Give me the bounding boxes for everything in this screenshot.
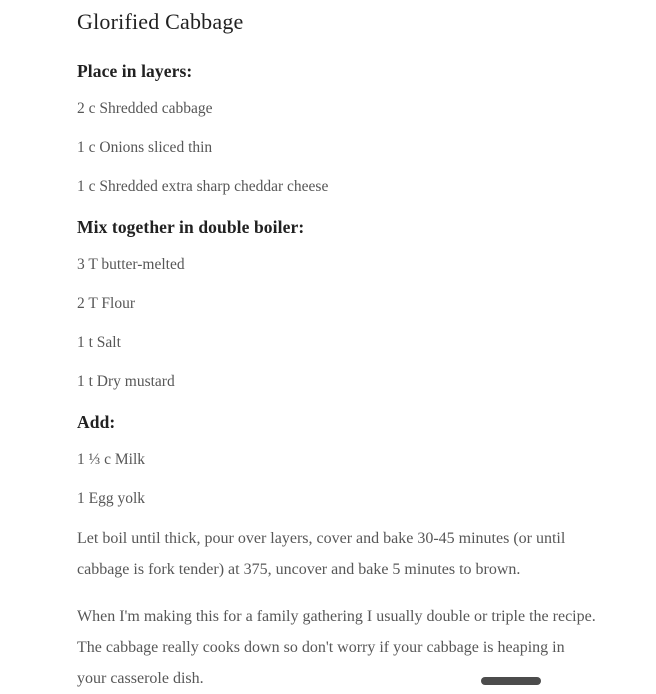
ingredient-flour: 2 T Flour — [77, 295, 135, 312]
instructions-paragraph: Let boil until thick, pour over layers, cover and bake 30-45 minutes (or until cabbage is fork tender) at 375, uncover and bake 5 minutes to brown. — [77, 530, 566, 578]
ingredient-salt: 1 t Salt — [77, 334, 121, 351]
ingredient-cheddar-cheese: 1 c Shredded extra sharp cheddar cheese — [77, 178, 329, 195]
ingredient-egg-yolk: 1 Egg yolk — [77, 490, 146, 507]
section-heading-add: Add: — [77, 412, 116, 432]
horizontal-scrollbar-thumb[interactable] — [481, 677, 541, 685]
recipe-title: Glorified Cabbage — [77, 9, 244, 34]
section-heading-place-in-layers: Place in layers: — [77, 61, 193, 81]
ingredient-milk: 1 ⅓ c Milk — [77, 451, 146, 468]
ingredient-butter: 3 T butter-melted — [77, 256, 185, 273]
ingredient-shredded-cabbage: 2 c Shredded cabbage — [77, 100, 213, 117]
ingredient-onions: 1 c Onions sliced thin — [77, 139, 213, 156]
section-heading-mix-together: Mix together in double boiler: — [77, 217, 305, 237]
ingredient-dry-mustard: 1 t Dry mustard — [77, 373, 175, 390]
note-paragraph: When I'm making this for a family gathering I usually double or triple the recipe. The cabbage really cooks down so don't worry if your cabbage is heaping in your casserole dish. — [77, 608, 596, 687]
